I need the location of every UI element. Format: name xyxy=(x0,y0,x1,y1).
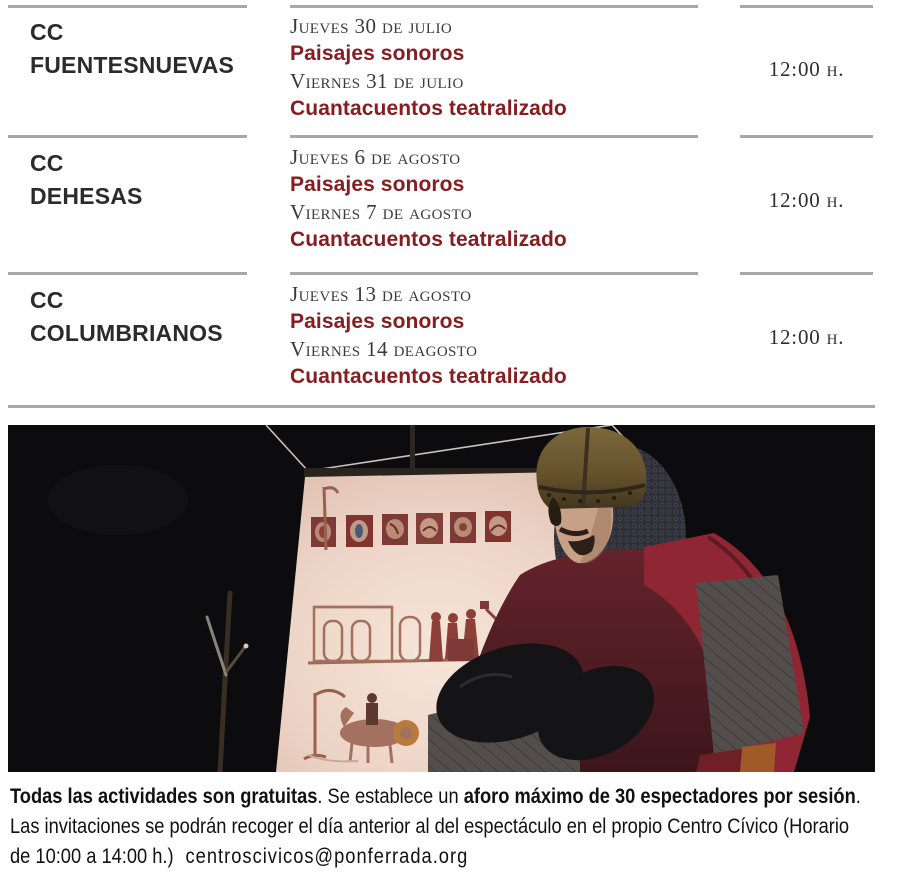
footer-line1: Todas las actividades son gratuitas. Se establece un aforo máximo de 30 espectadores por sesión. xyxy=(10,784,861,808)
venue-cell xyxy=(30,284,250,350)
tan-boot xyxy=(738,743,776,772)
event-title: Paisajes sonoros xyxy=(290,42,465,65)
row-divider xyxy=(8,135,247,138)
event-title: Cuantacuentos teatralizado xyxy=(290,228,567,251)
table-bottom-divider xyxy=(8,405,875,408)
event-date: Jueves 30 de julio xyxy=(290,14,453,38)
event-date: Viernes 31 de julio xyxy=(290,69,464,93)
venue-line1: CC xyxy=(30,150,64,176)
venue-cell xyxy=(30,16,250,82)
venue-line1: CC xyxy=(30,19,64,45)
event-title: Paisajes sonoros xyxy=(290,173,465,196)
footer-bold-free: Todas las actividades son gratuitas xyxy=(10,784,318,808)
performance-photo xyxy=(8,425,875,772)
footer-line2: Las invitaciones se podrán recoger el día anterior al del espectáculo en el propio Centro Cívico (Horario xyxy=(10,814,850,838)
session-time: 12:00 h. xyxy=(768,57,845,81)
events-cell xyxy=(290,281,710,391)
event-date: Jueves 13 de agosto xyxy=(290,282,472,306)
venue-line2: DEHESAS xyxy=(30,183,143,209)
performance-photo-art xyxy=(8,425,875,772)
row-divider xyxy=(740,272,873,275)
row-divider xyxy=(290,272,698,275)
event-title: Paisajes sonoros xyxy=(290,310,465,333)
venue-line1: CC xyxy=(30,287,64,313)
event-date: Viernes 14 deagosto xyxy=(290,337,478,361)
row-divider xyxy=(740,5,873,8)
stage-smoke xyxy=(48,465,188,535)
events-cell xyxy=(290,144,710,254)
event-date: Jueves 6 de agosto xyxy=(290,145,461,169)
event-title: Cuantacuentos teatralizado xyxy=(290,365,567,388)
footer-note xyxy=(10,781,886,871)
session-time: 12:00 h. xyxy=(768,325,845,349)
venue-cell xyxy=(30,147,250,213)
venue-line2: COLUMBRIANOS xyxy=(30,320,223,346)
row-divider xyxy=(740,135,873,138)
banner-pole xyxy=(410,425,415,471)
event-date: Viernes 7 de agosto xyxy=(290,200,473,224)
venue-line2: FUENTESNUEVAS xyxy=(30,52,235,78)
footer-line3: de 10:00 a 14:00 h.) centroscivicos@ponferrada.org xyxy=(10,844,469,868)
row-divider xyxy=(8,272,247,275)
session-time: 12:00 h. xyxy=(768,188,845,212)
footer-bold-capacity: aforo máximo de 30 espectadores por sesión xyxy=(463,784,856,808)
contact-email: centroscivicos@ponferrada.org xyxy=(185,844,469,868)
events-cell xyxy=(290,13,710,123)
event-title: Cuantacuentos teatralizado xyxy=(290,97,567,120)
row-divider xyxy=(8,5,247,8)
row-divider xyxy=(290,135,698,138)
row-divider xyxy=(290,5,698,8)
